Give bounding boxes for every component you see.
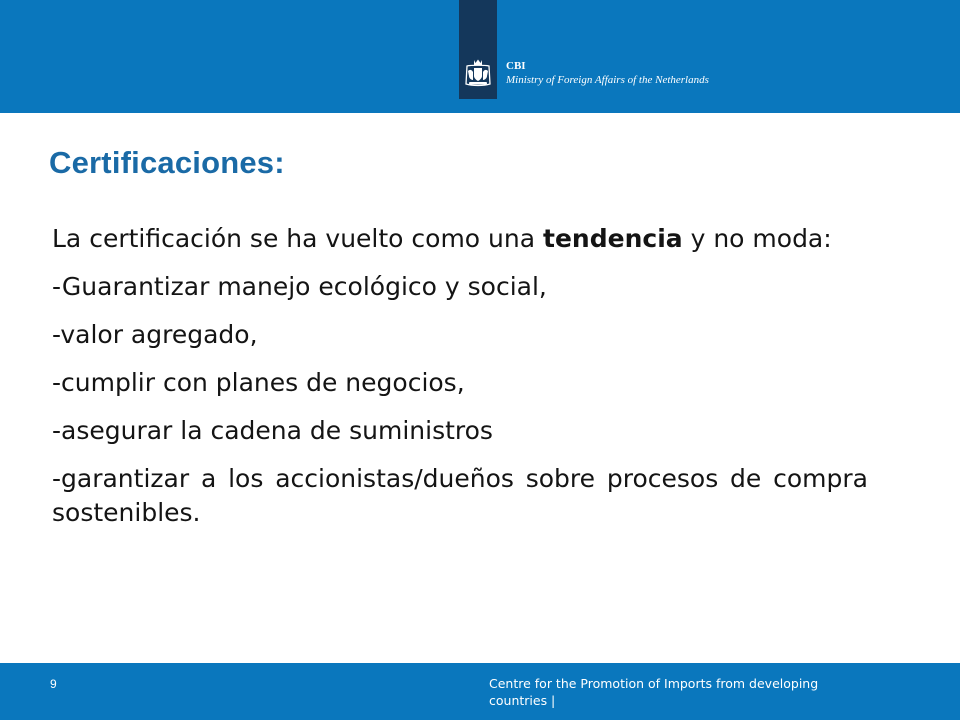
- intro-text-end: y no moda:: [682, 224, 832, 253]
- intro-text-bold: tendencia: [543, 224, 683, 253]
- bullet-item: -asegurar la cadena de suministros: [52, 416, 493, 445]
- page-number: 9: [50, 677, 57, 691]
- org-name: Ministry of Foreign Affairs of the Netherlands: [506, 74, 709, 86]
- bullet-item: -Guarantizar manejo ecológico y social,: [52, 272, 547, 301]
- slide-title: Certificaciones:: [49, 145, 285, 180]
- footer-text: Centre for the Promotion of Imports from developing countries |: [489, 676, 819, 708]
- bullet-item: -garantizar a los accionistas/dueños sobre procesos de compra sostenibles.: [52, 464, 868, 527]
- logo-strip: [459, 0, 497, 99]
- organization-label: [506, 59, 709, 87]
- intro-text-start: La certificación se ha vuelto como una: [52, 224, 544, 253]
- slide-body: [52, 222, 868, 544]
- intro-paragraph: [52, 222, 868, 256]
- bullet-item: -valor agregado,: [52, 320, 258, 349]
- bullet-item: -cumplir con planes de negocios,: [52, 368, 465, 397]
- org-abbreviation: CBI: [506, 60, 526, 72]
- coat-of-arms-icon: [462, 57, 494, 89]
